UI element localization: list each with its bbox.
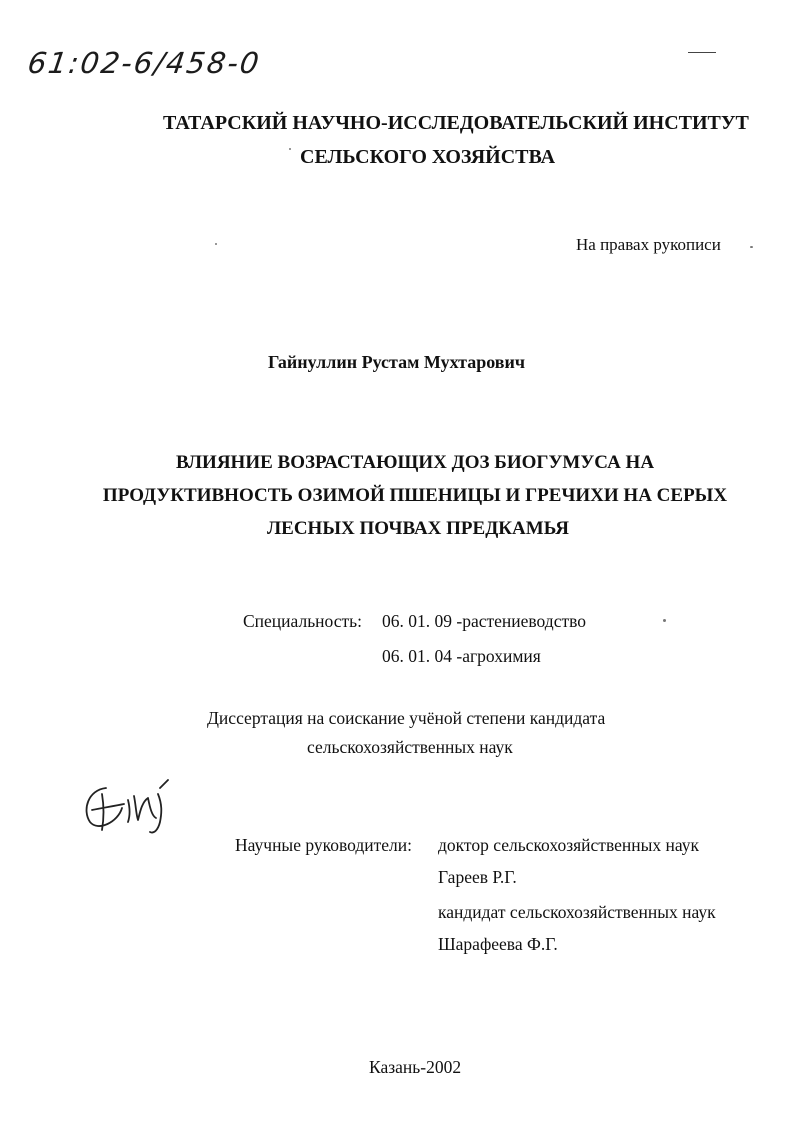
city-year: Казань-2002 bbox=[369, 1057, 462, 1077]
scan-speck bbox=[663, 619, 666, 622]
corner-line bbox=[688, 52, 716, 53]
specialty-item: 06. 01. 04 -агрохимия bbox=[382, 646, 541, 666]
supervisor-line: доктор сельскохозяйственных наук bbox=[438, 835, 699, 855]
thesis-title-line2: ПРОДУКТИВНОСТЬ ОЗИМОЙ ПШЕНИЦЫ И ГРЕЧИХИ НА СЕРЫХ bbox=[102, 485, 728, 506]
supervisor-line: Шарафеева Ф.Г. bbox=[438, 934, 558, 954]
scan-speck bbox=[215, 243, 217, 245]
handwritten-signature bbox=[78, 772, 178, 836]
supervisors-label: Научные руководители: bbox=[235, 835, 412, 855]
thesis-title-line1: ВЛИЯНИЕ ВОЗРАСТАЮЩИХ ДОЗ БИОГУМУСА НА bbox=[175, 452, 655, 473]
dissertation-line1: Диссертация на соискание учёной степени кандидата bbox=[207, 708, 606, 728]
thesis-title-line3: ЛЕСНЫХ ПОЧВАХ ПРЕДКАМЬЯ bbox=[267, 518, 569, 539]
specialty-label: Специальность: bbox=[243, 611, 362, 631]
author-name: Гайнуллин Рустам Мухтарович bbox=[267, 352, 526, 372]
supervisor-line: Гареев Р.Г. bbox=[438, 867, 517, 887]
scan-speck bbox=[750, 246, 753, 248]
specialty-item: 06. 01. 09 -растениеводство bbox=[382, 611, 587, 631]
supervisor-line: кандидат сельскохозяйственных наук bbox=[438, 902, 716, 922]
manuscript-note: На правах рукописи bbox=[576, 235, 721, 254]
scan-speck bbox=[289, 148, 291, 150]
archive-number: 61:02-6/458-0 bbox=[25, 46, 263, 80]
dissertation-line2: сельскохозяйственных наук bbox=[307, 737, 513, 757]
institute-name-line2: СЕЛЬСКОГО ХОЗЯЙСТВА bbox=[300, 146, 556, 168]
institute-name-line1: ТАТАРСКИЙ НАУЧНО-ИССЛЕДОВАТЕЛЬСКИЙ ИНСТИТУТ bbox=[163, 112, 749, 134]
